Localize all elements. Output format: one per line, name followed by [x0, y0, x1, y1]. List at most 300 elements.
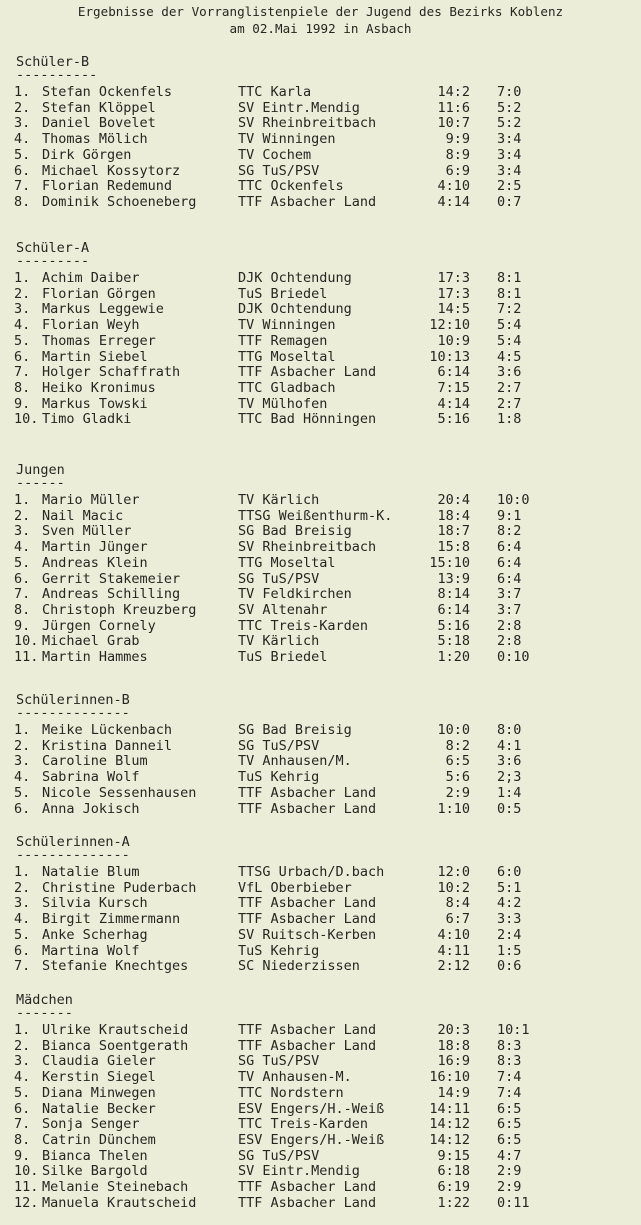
player-name: Markus Leggewie	[42, 301, 164, 318]
sets-score: 6:14	[437, 601, 470, 618]
player-name: Timo Gladki	[42, 411, 132, 428]
games-score: 8:3	[497, 1037, 522, 1054]
result-row	[0, 349, 641, 365]
result-row	[0, 753, 641, 769]
player-name: Christoph Kreuzberg	[42, 601, 197, 618]
games-score: 6:5	[497, 1116, 522, 1133]
sets-score: 10:13	[429, 348, 470, 365]
rank-number: 1.	[14, 864, 31, 880]
rank-number: 9.	[14, 617, 31, 634]
result-row	[0, 539, 641, 555]
club-name: ESV Engers/H.-Weiß	[238, 1100, 385, 1117]
result-row	[0, 785, 641, 801]
result-row	[0, 618, 641, 634]
games-score: 5:4	[497, 332, 522, 349]
result-row	[0, 508, 641, 524]
club-name: SG Bad Breisig	[238, 523, 352, 540]
result-row	[0, 194, 641, 210]
games-score: 7:4	[497, 1069, 522, 1086]
games-score: 3:4	[497, 162, 522, 179]
games-score: 2;3	[497, 769, 522, 786]
rank-number: 6.	[14, 1100, 31, 1117]
games-score: 9:1	[497, 507, 522, 524]
rank-number: 3.	[14, 895, 31, 912]
result-row	[0, 958, 641, 974]
player-name: Stefan Klöppel	[42, 99, 156, 116]
club-name: TTC Karla	[238, 84, 312, 100]
rank-number: 4.	[14, 317, 31, 334]
games-score: 2:9	[497, 1163, 522, 1180]
sets-score: 6:19	[437, 1179, 470, 1195]
player-name: Sabrina Wolf	[42, 769, 140, 786]
games-score: 4:1	[497, 737, 522, 754]
sets-score: 15:8	[437, 539, 470, 556]
player-name: Bianca Thelen	[42, 1147, 148, 1164]
games-score: 6:4	[497, 570, 522, 587]
games-score: 3:6	[497, 364, 522, 381]
result-row	[0, 1069, 641, 1085]
player-name: Sven Müller	[42, 523, 132, 540]
player-name: Manuela Krautscheid	[42, 1194, 197, 1211]
result-row	[0, 943, 641, 959]
sets-score: 14:5	[437, 301, 470, 318]
games-score: 3:7	[497, 601, 522, 618]
rank-number: 3.	[14, 1053, 31, 1070]
rank-number: 8.	[14, 601, 31, 618]
sets-score: 5:16	[437, 617, 470, 634]
result-row	[0, 523, 641, 539]
rank-number: 6.	[14, 570, 31, 587]
rank-number: 9.	[14, 395, 31, 412]
club-name: TV Kärlich	[238, 633, 320, 650]
section-heading: Schülerinnen-A	[16, 834, 130, 850]
player-name: Martina Wolf	[42, 942, 140, 959]
club-name: SG Bad Breisig	[238, 722, 352, 738]
rank-number: 4.	[14, 131, 31, 148]
sets-score: 16:10	[429, 1069, 470, 1086]
section-heading: Schülerinnen-B	[16, 692, 130, 708]
rank-number: 2.	[14, 99, 31, 116]
rank-number: 5.	[14, 784, 31, 801]
player-name: Martin Siebel	[42, 348, 148, 365]
result-row	[0, 178, 641, 194]
games-score: 8:0	[497, 722, 522, 738]
club-name: SG TuS/PSV	[238, 162, 320, 179]
rank-number: 4.	[14, 1069, 31, 1086]
club-name: TuS Kehrig	[238, 942, 320, 959]
result-row	[0, 270, 641, 286]
games-score: 1:8	[497, 411, 522, 428]
games-score: 5:2	[497, 99, 522, 116]
sets-score: 4:10	[437, 926, 470, 943]
section-heading: Schüler-A	[16, 240, 90, 256]
rank-number: 6.	[14, 800, 31, 817]
games-score: 0:11	[497, 1194, 530, 1211]
club-name: TTC Gladbach	[238, 379, 336, 396]
sets-score: 12:10	[429, 317, 470, 334]
player-name: Natalie Becker	[42, 1100, 156, 1117]
club-name: DJK Ochtendung	[238, 270, 352, 286]
player-name: Jürgen Cornely	[42, 617, 156, 634]
player-name: Andreas Klein	[42, 554, 148, 571]
result-row	[0, 1085, 641, 1101]
club-name: SG TuS/PSV	[238, 570, 320, 587]
player-name: Andreas Schilling	[42, 586, 181, 603]
games-score: 3:4	[497, 146, 522, 163]
section-underline: --------------	[16, 705, 130, 721]
club-name: TTF Remagen	[238, 332, 328, 349]
club-name: TuS Briedel	[238, 649, 328, 665]
rank-number: 5.	[14, 1084, 31, 1101]
rank-number: 4.	[14, 911, 31, 928]
sets-score: 2:9	[445, 784, 470, 801]
section-heading: Jungen	[16, 462, 65, 478]
sets-score: 20:4	[437, 492, 470, 508]
result-row	[0, 864, 641, 880]
club-name: TTF Asbacher Land	[238, 193, 377, 210]
sets-score: 4:14	[437, 193, 470, 210]
sets-score: 14:11	[429, 1100, 470, 1117]
games-score: 10:1	[497, 1022, 530, 1038]
result-row	[0, 1163, 641, 1179]
rank-number: 1.	[14, 270, 31, 286]
result-row	[0, 649, 641, 665]
sets-score: 8:4	[445, 895, 470, 912]
rank-number: 7.	[14, 958, 31, 975]
result-row	[0, 586, 641, 602]
club-name: TuS Briedel	[238, 285, 328, 302]
club-name: TTC Ockenfels	[238, 178, 344, 195]
games-score: 3:4	[497, 131, 522, 148]
club-name: TTF Asbacher Land	[238, 364, 377, 381]
player-name: Markus Towski	[42, 395, 148, 412]
player-name: Dirk Görgen	[42, 146, 132, 163]
club-name: TTC Treis-Karden	[238, 1116, 369, 1133]
sets-score: 1:22	[437, 1194, 470, 1211]
rank-number: 6.	[14, 162, 31, 179]
player-name: Melanie Steinebach	[42, 1179, 189, 1195]
club-name: SG TuS/PSV	[238, 737, 320, 754]
sets-score: 16:9	[437, 1053, 470, 1070]
club-name: TTF Asbacher Land	[238, 1037, 377, 1054]
club-name: TTF Asbacher Land	[238, 800, 377, 817]
sets-score: 17:3	[437, 270, 470, 286]
games-score: 3:3	[497, 911, 522, 928]
games-score: 7:0	[497, 84, 522, 100]
club-name: SV Eintr.Mendig	[238, 1163, 360, 1180]
player-name: Bianca Soentgerath	[42, 1037, 189, 1054]
rank-number: 5.	[14, 926, 31, 943]
games-score: 6:5	[497, 1131, 522, 1148]
result-row	[0, 163, 641, 179]
rank-number: 2.	[14, 507, 31, 524]
club-name: TTC Bad Hönningen	[238, 411, 377, 428]
player-name: Achim Daiber	[42, 270, 140, 286]
rank-number: 8.	[14, 193, 31, 210]
rank-number: 9.	[14, 1147, 31, 1164]
sets-score: 6:5	[445, 753, 470, 770]
games-score: 8:2	[497, 523, 522, 540]
club-name: TTSG Urbach/D.bach	[238, 864, 385, 880]
rank-number: 8.	[14, 379, 31, 396]
games-score: 3:6	[497, 753, 522, 770]
player-name: Holger Schaffrath	[42, 364, 181, 381]
player-name: Dominik Schoeneberg	[42, 193, 197, 210]
club-name: TuS Kehrig	[238, 769, 320, 786]
rank-number: 6.	[14, 348, 31, 365]
result-row	[0, 317, 641, 333]
club-name: TTC Treis-Karden	[238, 617, 369, 634]
sets-score: 14:12	[429, 1116, 470, 1133]
result-row	[0, 333, 641, 349]
club-name: SC Niederzissen	[238, 958, 360, 975]
sets-score: 18:7	[437, 523, 470, 540]
games-score: 3:7	[497, 586, 522, 603]
player-name: Anna Jokisch	[42, 800, 140, 817]
club-name: VfL Oberbieber	[238, 879, 352, 896]
sets-score: 17:3	[437, 285, 470, 302]
club-name: TTSG Weißenthurm-K.	[238, 507, 393, 524]
club-name: TV Winningen	[238, 317, 336, 334]
sets-score: 1:20	[437, 649, 470, 665]
club-name: TV Mülhofen	[238, 395, 328, 412]
games-score: 0:5	[497, 800, 522, 817]
rank-number: 5.	[14, 332, 31, 349]
games-score: 7:2	[497, 301, 522, 318]
rank-number: 2.	[14, 737, 31, 754]
section-underline: ---------	[16, 253, 90, 269]
player-name: Silke Bargold	[42, 1163, 148, 1180]
player-name: Thomas Erreger	[42, 332, 156, 349]
rank-number: 12.	[14, 1194, 39, 1211]
sets-score: 18:8	[437, 1037, 470, 1054]
games-score: 2:9	[497, 1179, 522, 1195]
player-name: Christine Puderbach	[42, 879, 197, 896]
sets-score: 4:14	[437, 395, 470, 412]
sets-score: 9:15	[437, 1147, 470, 1164]
result-row	[0, 895, 641, 911]
club-name: TV Cochem	[238, 146, 312, 163]
player-name: Kerstin Siegel	[42, 1069, 156, 1086]
section-underline: -------	[16, 1005, 73, 1021]
player-name: Michael Grab	[42, 633, 140, 650]
player-name: Thomas Mölich	[42, 131, 148, 148]
player-name: Martin Jünger	[42, 539, 148, 556]
rank-number: 4.	[14, 539, 31, 556]
section-underline: ----------	[16, 67, 98, 83]
rank-number: 5.	[14, 554, 31, 571]
rank-number: 3.	[14, 523, 31, 540]
player-name: Michael Kossytorz	[42, 162, 181, 179]
player-name: Kristina Danneil	[42, 737, 173, 754]
games-score: 6:4	[497, 554, 522, 571]
result-row	[0, 1148, 641, 1164]
games-score: 8:1	[497, 285, 522, 302]
result-row	[0, 131, 641, 147]
rank-number: 8.	[14, 1131, 31, 1148]
sets-score: 15:10	[429, 554, 470, 571]
player-name: Martin Hammes	[42, 649, 148, 665]
result-row	[0, 1195, 641, 1211]
games-score: 8:1	[497, 270, 522, 286]
rank-number: 1.	[14, 84, 31, 100]
document-title-line-1: Ergebnisse der Vorranglistenpiele der Jugend des Bezirks Koblenz	[77, 4, 564, 19]
games-score: 4:7	[497, 1147, 522, 1164]
player-name: Nicole Sessenhausen	[42, 784, 197, 801]
player-name: Florian Görgen	[42, 285, 156, 302]
result-row	[0, 380, 641, 396]
result-row	[0, 364, 641, 380]
player-name: Florian Redemund	[42, 178, 173, 195]
sets-score: 1:10	[437, 800, 470, 817]
rank-number: 3.	[14, 301, 31, 318]
result-row	[0, 1038, 641, 1054]
player-name: Mario Müller	[42, 492, 140, 508]
player-name: Stefanie Knechtges	[42, 958, 189, 975]
club-name: TTF Asbacher Land	[238, 895, 377, 912]
games-score: 2:8	[497, 617, 522, 634]
games-score: 6:5	[497, 1100, 522, 1117]
result-row	[0, 633, 641, 649]
player-name: Claudia Gieler	[42, 1053, 156, 1070]
games-score: 2:4	[497, 926, 522, 943]
sets-score: 7:15	[437, 379, 470, 396]
result-row	[0, 722, 641, 738]
games-score: 2:5	[497, 178, 522, 195]
sets-score: 2:12	[437, 958, 470, 975]
club-name: SV Rheinbreitbach	[238, 115, 377, 132]
sets-score: 8:9	[445, 146, 470, 163]
result-row	[0, 301, 641, 317]
rank-number: 10.	[14, 633, 39, 650]
club-name: TTG Moseltal	[238, 348, 336, 365]
games-score: 0:7	[497, 193, 522, 210]
club-name: TTF Asbacher Land	[238, 1179, 377, 1195]
rank-number: 3.	[14, 753, 31, 770]
games-score: 6:0	[497, 864, 522, 880]
player-name: Ulrike Krautscheid	[42, 1022, 189, 1038]
sets-score: 10:7	[437, 115, 470, 132]
sets-score: 6:14	[437, 364, 470, 381]
sets-score: 6:18	[437, 1163, 470, 1180]
games-score: 0:6	[497, 958, 522, 975]
section-heading: Schüler-B	[16, 54, 90, 70]
result-row	[0, 602, 641, 618]
result-row	[0, 738, 641, 754]
games-score: 1:4	[497, 784, 522, 801]
sets-score: 9:9	[445, 131, 470, 148]
games-score: 5:4	[497, 317, 522, 334]
rank-number: 7.	[14, 1116, 31, 1133]
club-name: TV Anhausen-M.	[238, 1069, 352, 1086]
player-name: Florian Weyh	[42, 317, 140, 334]
rank-number: 7.	[14, 178, 31, 195]
player-name: Meike Lückenbach	[42, 722, 173, 738]
rank-number: 1.	[14, 722, 31, 738]
result-row	[0, 880, 641, 896]
player-name: Birgit Zimmermann	[42, 911, 181, 928]
sets-score: 13:9	[437, 570, 470, 587]
rank-number: 10.	[14, 1163, 39, 1180]
sets-score: 4:11	[437, 942, 470, 959]
club-name: TV Feldkirchen	[238, 586, 352, 603]
games-score: 5:2	[497, 115, 522, 132]
result-row	[0, 492, 641, 508]
rank-number: 2.	[14, 285, 31, 302]
player-name: Gerrit Stakemeier	[42, 570, 181, 587]
section-underline: ------	[16, 475, 65, 491]
club-name: TTF Asbacher Land	[238, 784, 377, 801]
sets-score: 5:18	[437, 633, 470, 650]
rank-number: 1.	[14, 492, 31, 508]
club-name: TTF Asbacher Land	[238, 911, 377, 928]
sets-score: 11:6	[437, 99, 470, 116]
games-score: 1:5	[497, 942, 522, 959]
sets-score: 12:0	[437, 864, 470, 880]
result-row	[0, 769, 641, 785]
result-row	[0, 1101, 641, 1117]
rank-number: 7.	[14, 586, 31, 603]
result-row	[0, 84, 641, 100]
rank-number: 2.	[14, 1037, 31, 1054]
player-name: Diana Minwegen	[42, 1084, 156, 1101]
sets-score: 6:9	[445, 162, 470, 179]
games-score: 7:4	[497, 1084, 522, 1101]
sets-score: 14:9	[437, 1084, 470, 1101]
sets-score: 10:2	[437, 879, 470, 896]
result-row	[0, 1022, 641, 1038]
rank-number: 1.	[14, 1022, 31, 1038]
player-name: Stefan Ockenfels	[42, 84, 173, 100]
result-row	[0, 1116, 641, 1132]
club-name: SG TuS/PSV	[238, 1053, 320, 1070]
player-name: Caroline Blum	[42, 753, 148, 770]
player-name: Natalie Blum	[42, 864, 140, 880]
result-row	[0, 911, 641, 927]
games-score: 5:1	[497, 879, 522, 896]
club-name: TV Winningen	[238, 131, 336, 148]
club-name: ESV Engers/H.-Weiß	[238, 1131, 385, 1148]
rank-number: 11.	[14, 649, 39, 665]
club-name: SV Ruitsch-Kerben	[238, 926, 377, 943]
result-row	[0, 147, 641, 163]
rank-number: 2.	[14, 879, 31, 896]
result-row	[0, 571, 641, 587]
sets-score: 10:9	[437, 332, 470, 349]
games-score: 2:7	[497, 395, 522, 412]
club-name: SV Altenahr	[238, 601, 328, 618]
player-name: Heiko Kronimus	[42, 379, 156, 396]
sets-score: 4:10	[437, 178, 470, 195]
games-score: 4:2	[497, 895, 522, 912]
sets-score: 5:6	[445, 769, 470, 786]
section-underline: --------------	[16, 847, 130, 863]
result-row	[0, 100, 641, 116]
sets-score: 8:2	[445, 737, 470, 754]
sets-score: 5:16	[437, 411, 470, 428]
rank-number: 6.	[14, 942, 31, 959]
club-name: SV Eintr.Mendig	[238, 99, 360, 116]
player-name: Silvia Kursch	[42, 895, 148, 912]
games-score: 10:0	[497, 492, 530, 508]
rank-number: 5.	[14, 146, 31, 163]
result-row	[0, 555, 641, 571]
sets-score: 20:3	[437, 1022, 470, 1038]
result-row	[0, 801, 641, 817]
sets-score: 10:0	[437, 722, 470, 738]
club-name: TTF Asbacher Land	[238, 1022, 377, 1038]
rank-number: 4.	[14, 769, 31, 786]
